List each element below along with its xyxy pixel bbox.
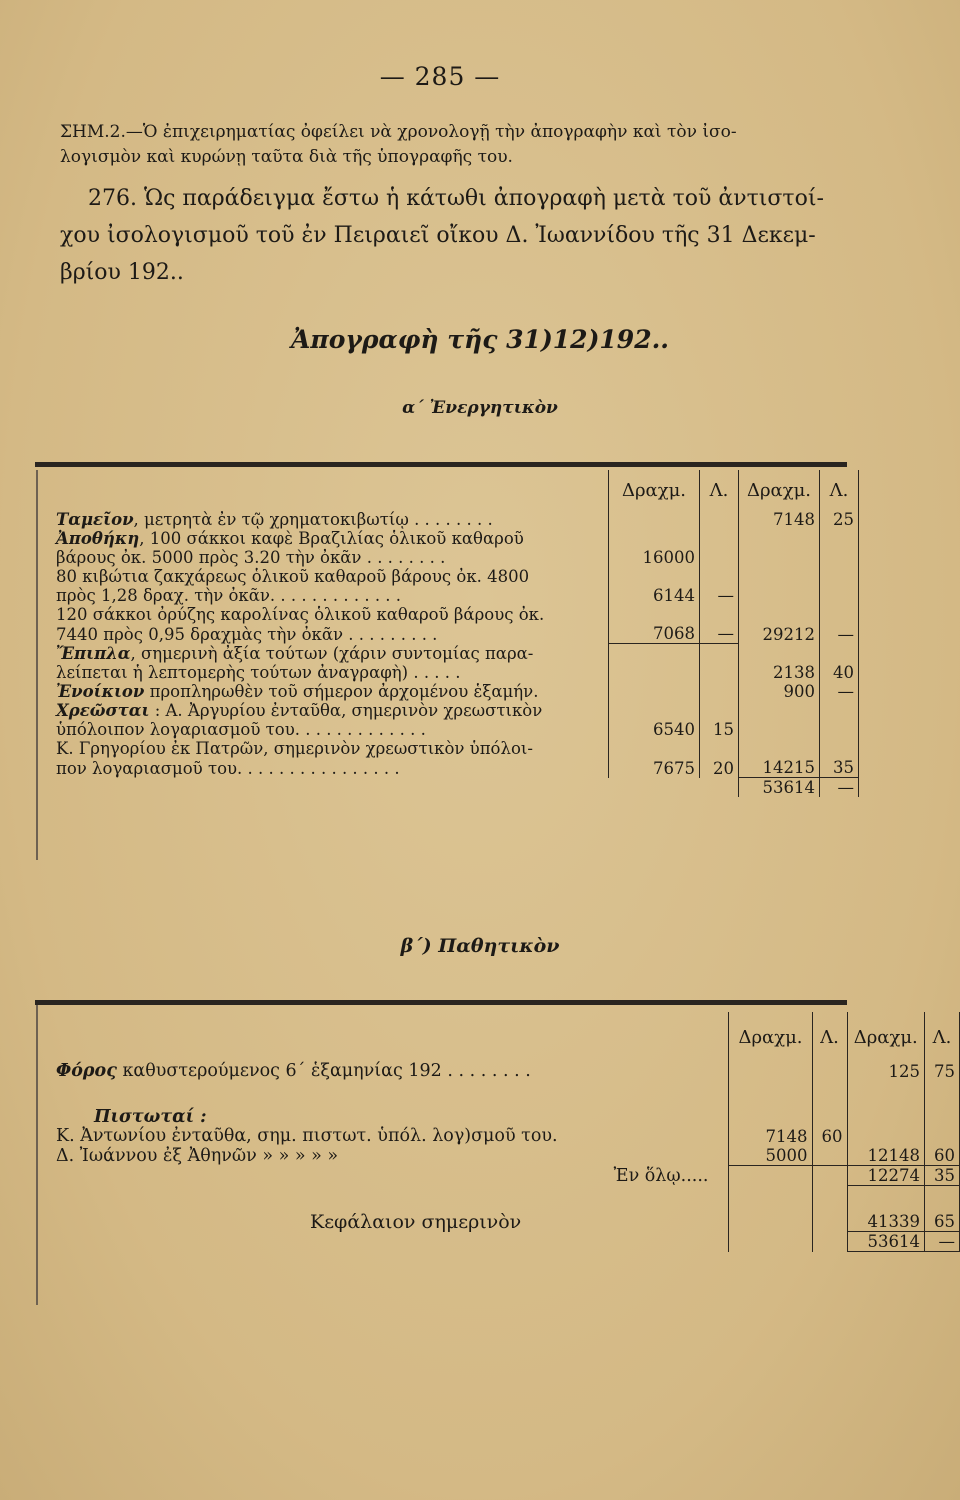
table-row: λείπεται ἡ λεπτομερὴς τούτων ἀναγραφὴ) . . . . . 2138 40 — [52, 663, 859, 682]
assets-total: 53614 — [739, 778, 820, 798]
section-276-paragraph — [60, 180, 850, 291]
table-header-row — [52, 1012, 960, 1062]
col-lepta-2: Λ. — [820, 470, 859, 510]
para-line-2: χου ἰσολογισμοῦ τοῦ ἐν Πειραιεῖ οἴκου Δ. Ἰωαννίδου τῆς 31 Δεκεμ- — [60, 223, 816, 248]
table-top-rule — [35, 462, 847, 467]
table-header-row — [52, 470, 859, 510]
table-row: 7440 πρὸς 0,95 δραχμὰς τὴν ὀκᾶν . . . . . . . . . 7068 — 29212 — — [52, 624, 859, 644]
table-row: Κεφάλαιον σημερινὸν 41339 65 — [52, 1186, 960, 1232]
table-row: πον λογαριασμοῦ του. . . . . . . . . . . . . . . . 7675 20 14215 35 — [52, 758, 859, 778]
table-row: Δ. Ἰωάννου ἐξ Ἀθηνῶν » » » » » 5000 12148 60 — [52, 1146, 960, 1166]
table-left-rule — [36, 470, 38, 860]
item-label: Χρεῶσται — [56, 701, 150, 720]
note-line-2: λογισμὸν καὶ κυρώνῃ ταῦτα διὰ τῆς ὑπογραφῆς του. — [60, 147, 513, 167]
liabilities-table — [52, 1012, 960, 1252]
col-drachmas-2: Δραχμ. — [847, 1012, 924, 1062]
item-label: Φόρος — [56, 1061, 117, 1081]
inventory-title: Ἀπογραφὴ τῆς 31)12)192.. — [291, 325, 669, 354]
note-line-1: ΣΗΜ.2.—Ὁ ἐπιχειρηματίας ὀφείλει νὰ χρονολογῇ τὴν ἀπογραφὴν καὶ τὸν ἰσο- — [60, 122, 737, 142]
table-row — [52, 1081, 960, 1127]
table-row: 80 κιβώτια ζακχάρεως ὁλικοῦ καθαροῦ βάρους ὀκ. 4800 — [52, 567, 859, 586]
col-lepta-1: Λ. — [700, 470, 739, 510]
liabilities-total: 53614 — [847, 1232, 924, 1252]
item-label: Ταμεῖον — [56, 510, 134, 529]
assets-table — [52, 470, 859, 797]
col-lepta-2: Λ. — [924, 1012, 959, 1062]
page-number: — 285 — — [379, 62, 501, 91]
table-row: Ἔπιπλα, σημερινὴ ἀξία τούτων (χάριν συντομίας παρα- — [52, 644, 859, 664]
table-row: ὑπόλοιπον λογαριασμοῦ του. . . . . . . . . . . . . 6540 15 — [52, 720, 859, 739]
table-top-rule — [35, 1000, 847, 1005]
item-label: Ἐνοίκιον — [56, 682, 145, 701]
table-row: βάρους ὀκ. 5000 πρὸς 3.20 τὴν ὀκᾶν . . . . . . . . 16000 — [52, 548, 859, 567]
para-line-3: βρίου 192.. — [60, 260, 184, 285]
creditors-label: Πιστωταί : — [94, 1107, 207, 1127]
table-row: Κ. Γρηγορίου ἐκ Πατρῶν, σημερινὸν χρεωστικὸν ὑπόλοι- — [52, 739, 859, 758]
item-label: Ἀποθήκη — [56, 529, 140, 548]
table-row: Χρεῶσται : Α. Ἀργυρίου ἐνταῦθα, σημερινὸν χρεωστικὸν — [52, 701, 859, 720]
table-left-rule — [36, 1005, 38, 1305]
total-row: 53614 — — [52, 778, 859, 798]
total-row: 53614 — — [52, 1232, 960, 1252]
table-row: Κ. Ἀντωνίου ἐνταῦθα, σημ. πιστωτ. ὑπόλ. λογ)σμοῦ του. 7148 60 — [52, 1127, 960, 1146]
col-drachmas-1: Δραχμ. — [729, 1012, 812, 1062]
table-row: Φόρος καθυστερούμενος 6΄ ἑξαμηνίας 192 . . . . . . . . 125 75 — [52, 1062, 960, 1081]
table-row: Ἐνοίκιον προπληρωθὲν τοῦ σήμερον ἀρχομένου ἑξαμήν. 900 — — [52, 682, 859, 701]
table-row: 120 σάκκοι ὀρύζης καρολίνας ὁλικοῦ καθαροῦ βάρους ὀκ. — [52, 605, 859, 624]
col-drachmas-2: Δραχμ. — [739, 470, 820, 510]
liabilities-heading: β΄) Παθητικὸν — [400, 935, 560, 957]
table-row: Ταμεῖον, μετρητὰ ἐν τῷ χρηματοκιβωτίῳ . . . . . . . . 7148 25 — [52, 510, 859, 529]
assets-heading: α΄ Ἐνεργητικὸν — [402, 398, 558, 418]
para-line-1: 276. Ὡς παράδειγμα ἔστω ἡ κάτωθι ἀπογραφὴ μετὰ τοῦ ἀντιστοί- — [88, 186, 824, 211]
col-drachmas-1: Δραχμ. — [609, 470, 700, 510]
item-label: Ἔπιπλα — [56, 644, 131, 663]
table-row: Ἐν ὅλῳ..... 12274 35 — [52, 1166, 960, 1186]
col-lepta-1: Λ. — [812, 1012, 847, 1062]
table-row: πρὸς 1,28 δραχ. τὴν ὀκᾶν. . . . . . . . . . . . . 6144 — — [52, 586, 859, 605]
note-paragraph — [60, 120, 850, 170]
table-row: Ἀποθήκη, 100 σάκκοι καφὲ Βραζιλίας ὁλικοῦ καθαροῦ — [52, 529, 859, 548]
